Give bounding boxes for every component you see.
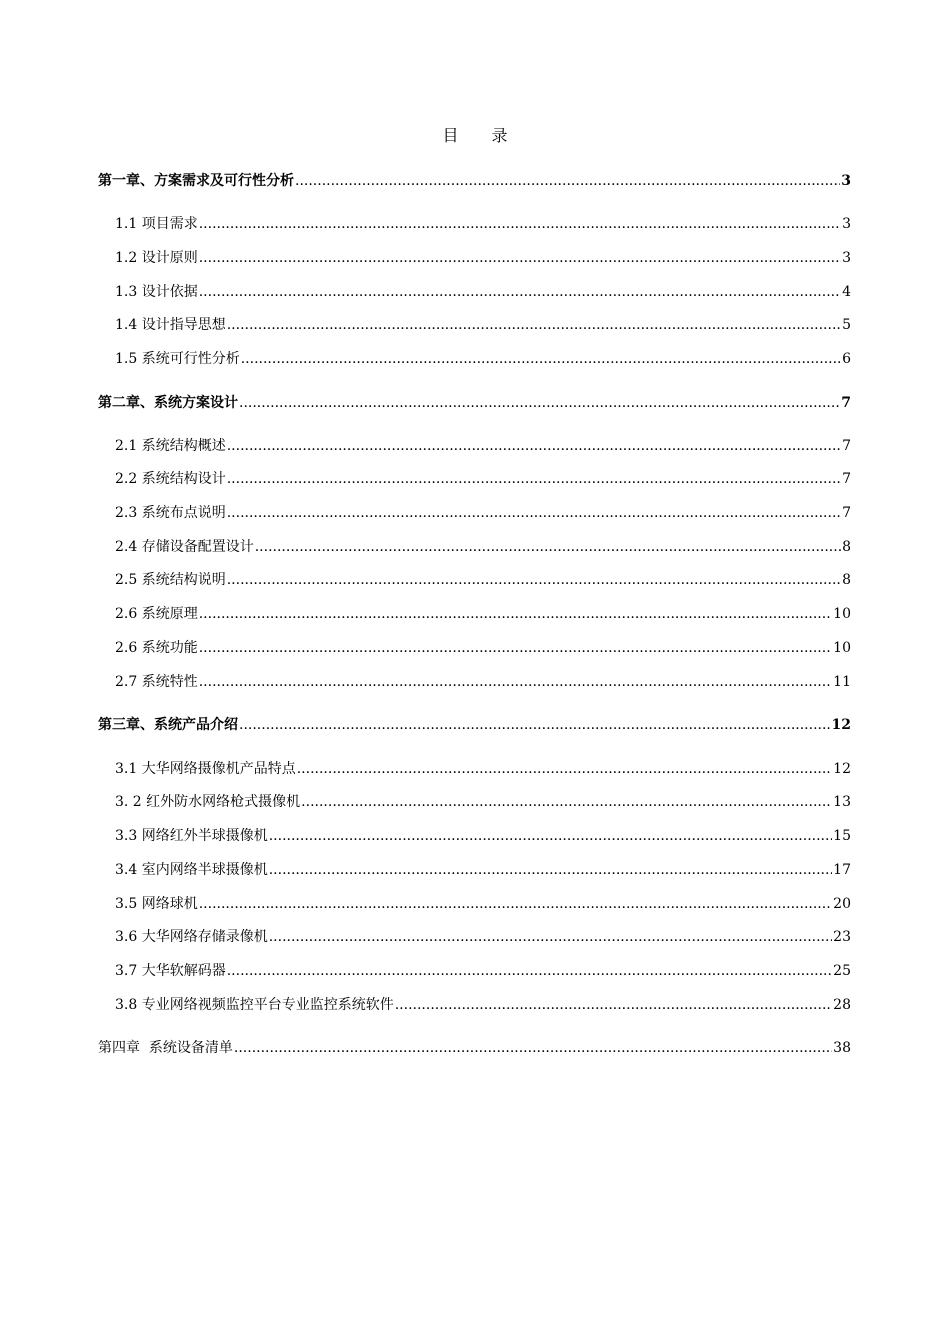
toc-dot-leader [241,349,841,369]
toc-entry-text: 第三章、系统产品介绍 [98,717,238,733]
toc-entry-text: 1.5 系统可行性分析 [115,351,240,367]
toc-entry-text: 2.1 系统结构概述 [115,438,226,454]
toc-dot-leader [199,672,832,692]
toc-dot-leader [227,503,841,523]
toc-entry-text: 3.3 网络红外半球摄像机 [115,828,268,844]
toc-entry-3-1[interactable] [115,759,851,779]
toc-dot-leader [297,759,832,779]
toc-entry-page: 7 [842,438,851,454]
toc-dot-leader [269,826,832,846]
toc-entry-text: 3. 2 红外防水网络枪式摄像机 [115,794,301,810]
toc-entry-3-2[interactable] [115,792,851,812]
toc-entry-text: 第一章、方案需求及可行性分析 [98,173,294,189]
toc-entry-text: 3.1 大华网络摄像机产品特点 [115,761,296,777]
toc-entry-1-2[interactable] [115,248,851,268]
toc-entry-text: 3.4 室内网络半球摄像机 [115,862,268,878]
toc-dot-leader [295,171,840,191]
toc-entry-page: 17 [833,862,851,878]
toc-entry-chapter-4[interactable] [98,1038,851,1058]
toc-entry-3-8[interactable] [115,995,851,1015]
toc-entry-text: 2.5 系统结构说明 [115,572,226,588]
toc-entry-page: 10 [833,640,851,656]
toc-dot-leader [227,961,832,981]
toc-entry-page: 10 [833,606,851,622]
toc-dot-leader [227,436,841,456]
toc-entry-page: 3 [842,216,851,232]
toc-entry-page: 38 [833,1040,851,1056]
toc-entry-page: 3 [842,250,851,266]
toc-entry-chapter-2[interactable] [98,393,851,413]
toc-entry-2-2[interactable] [115,469,851,489]
toc-entry-2-7[interactable] [115,672,851,692]
toc-entry-2-4[interactable] [115,537,851,557]
toc-entry-chapter-1[interactable] [98,171,851,191]
toc-dot-leader [199,248,841,268]
toc-entry-2-5[interactable] [115,570,851,590]
toc-entry-2-1[interactable] [115,436,851,456]
toc-title: 目 录 [442,126,522,145]
toc-entry-3-3[interactable] [115,826,851,846]
toc-dot-leader [239,715,831,735]
toc-entry-text: 2.7 系统特性 [115,674,198,690]
toc-entry-1-4[interactable] [115,315,851,335]
toc-entry-page: 28 [833,997,851,1013]
toc-dot-leader [199,638,832,658]
toc-entry-2-6-principle[interactable] [115,604,851,624]
toc-entry-page: 20 [833,896,851,912]
toc-dot-leader [234,1038,832,1058]
toc-entry-chapter-3[interactable] [98,715,851,735]
toc-entry-text: 2.6 系统功能 [115,640,198,656]
toc-entry-text: 第四章 系统设备清单 [98,1040,233,1056]
toc-entry-text: 2.3 系统布点说明 [115,505,226,521]
table-of-contents [98,0,851,1344]
toc-entry-3-7[interactable] [115,961,851,981]
toc-entry-page: 11 [833,674,851,690]
toc-entry-page: 7 [841,395,851,411]
toc-entry-3-6[interactable] [115,927,851,947]
toc-entry-page: 7 [842,505,851,521]
toc-entry-text: 2.6 系统原理 [115,606,198,622]
toc-dot-leader [199,894,832,914]
toc-entry-text: 3.5 网络球机 [115,896,198,912]
toc-entry-text: 2.2 系统结构设计 [115,471,226,487]
toc-dot-leader [269,860,832,880]
toc-entry-1-1[interactable] [115,214,851,234]
toc-entry-text: 3.7 大华软解码器 [115,963,226,979]
toc-entry-page: 6 [842,351,851,367]
toc-dot-leader [301,792,832,812]
toc-dot-leader [269,927,832,947]
toc-entry-2-6-function[interactable] [115,638,851,658]
toc-entry-3-5[interactable] [115,894,851,914]
toc-entry-text: 1.4 设计指导思想 [115,317,226,333]
toc-dot-leader [199,214,841,234]
toc-entry-text: 1.2 设计原则 [115,250,198,266]
toc-entry-text: 1.3 设计依据 [115,284,198,300]
toc-dot-leader [199,282,841,302]
toc-entry-page: 8 [842,572,851,588]
toc-entry-page: 12 [833,761,851,777]
toc-entry-page: 23 [833,929,851,945]
toc-entry-page: 5 [842,317,851,333]
toc-dot-leader [255,537,841,557]
toc-entry-page: 7 [842,471,851,487]
toc-dot-leader [227,469,841,489]
toc-entry-text: 2.4 存储设备配置设计 [115,539,254,555]
toc-entry-text: 1.1 项目需求 [115,216,198,232]
toc-dot-leader [227,315,841,335]
toc-dot-leader [239,393,840,413]
toc-entry-3-4[interactable] [115,860,851,880]
toc-entry-page: 8 [842,539,851,555]
toc-entry-page: 13 [833,794,851,810]
toc-dot-leader [227,570,841,590]
toc-dot-leader [199,604,832,624]
toc-entry-text: 3.8 专业网络视频监控平台专业监控系统软件 [115,997,394,1013]
toc-entry-text: 第二章、系统方案设计 [98,395,238,411]
toc-entry-text: 3.6 大华网络存储录像机 [115,929,268,945]
toc-entry-1-3[interactable] [115,282,851,302]
toc-entry-page: 4 [842,284,851,300]
toc-entry-1-5[interactable] [115,349,851,369]
toc-entry-page: 15 [833,828,851,844]
toc-entry-page: 25 [833,963,851,979]
toc-entry-page: 12 [831,717,851,733]
toc-entry-page: 3 [841,173,851,189]
toc-dot-leader [395,995,832,1015]
toc-entry-2-3[interactable] [115,503,851,523]
